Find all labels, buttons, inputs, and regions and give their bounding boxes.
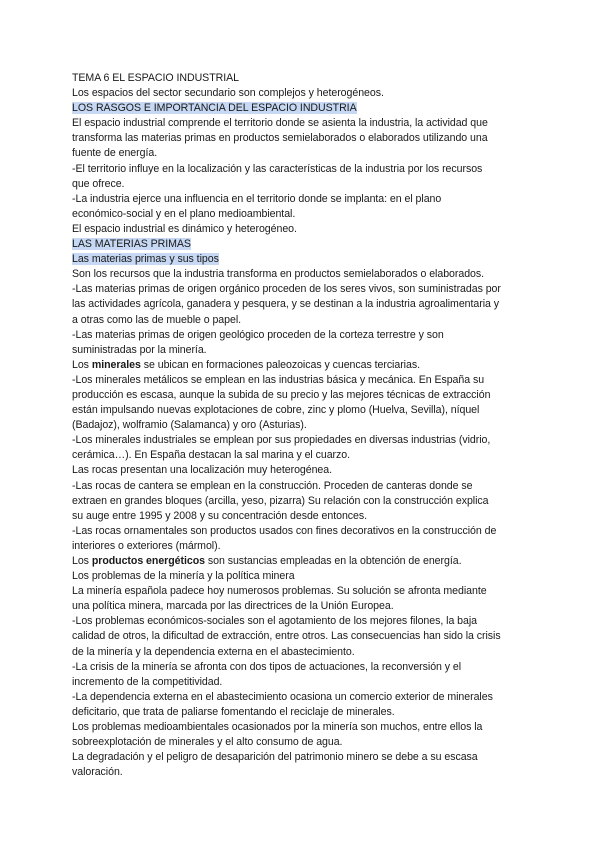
text-line: [72, 539, 520, 554]
text-line: [72, 86, 520, 101]
text-line: [72, 569, 520, 584]
line-text: cerámica…). En España destacan la sal marina y el cuarzo.: [72, 449, 351, 462]
line-text: Las rocas presentan una localización muy heterogénea.: [72, 464, 333, 477]
line-text: su auge entre 1995 y 2008 y su concentración desde entonces.: [72, 509, 368, 522]
text-line: [72, 645, 520, 660]
line-text: suministradas por la minería.: [72, 343, 207, 356]
text-line: [72, 479, 520, 494]
line-text: -La dependencia externa en el abastecimiento ocasiona un comercio exterior de minerales: [72, 690, 493, 703]
text-line: [72, 629, 520, 644]
line-text: incremento de la competitividad.: [72, 675, 223, 688]
line-text: La minería española padece hoy numerosos problemas. Su solución se afronta mediante: [72, 585, 487, 598]
line-text: -Los minerales metálicos se emplean en las industrias básica y mecánica. En España su: [72, 373, 485, 386]
line-text-post: son sustancias empleadas en la obtención de energía.: [204, 555, 462, 567]
line-text: Los problemas de la minería y la política minera: [72, 570, 295, 583]
text-line: [72, 720, 520, 735]
text-line: [72, 584, 520, 599]
text-line: [72, 131, 520, 146]
text-line: [72, 660, 520, 675]
line-text-pre: Los: [72, 555, 92, 567]
line-text: extraen en grandes bloques (arcilla, yeso, pizarra) Su relación con la construcción explica: [72, 494, 489, 507]
section-heading: [72, 252, 520, 267]
text-line: [72, 116, 520, 131]
text-line: [72, 750, 520, 765]
line-text: -Las rocas ornamentales son productos usados con fines decorativos en la construcción de: [72, 524, 497, 537]
text-line: [72, 267, 520, 282]
line-text: La degradación y el peligro de desaparición del patrimonio minero se debe a su escasa: [72, 751, 478, 764]
text-line: [72, 494, 520, 509]
text-line: [72, 765, 520, 780]
line-text: El espacio industrial es dinámico y heterogéneo.: [72, 222, 297, 235]
text-line: [72, 358, 520, 373]
line-text: -Las materias primas de origen geológico proceden de la corteza terrestre y son: [72, 328, 444, 341]
line-text: (Badajoz), wolframio (Salamanca) y oro (Asturias).: [72, 419, 307, 432]
text-line: [72, 675, 520, 690]
line-text: Los problemas medioambientales ocasionados por la minería son muchos, entre ellos la: [72, 721, 483, 734]
text-line: [72, 192, 520, 207]
line-text: calidad de otros, la dificultad de extracción, entre otros. Las consecuencias han sido la crisis: [72, 630, 501, 643]
line-text: -La crisis de la minería se afronta con dos tipos de actuaciones, la reconversión y el: [72, 660, 462, 673]
line-text: que ofrece.: [72, 177, 125, 190]
line-text: Los espacios del sector secundario son complejos y heterogéneos.: [72, 87, 384, 100]
text-line: [72, 554, 520, 569]
line-text: producción es escasa, aunque la subida de su precio y las mejores técnicas de extracción: [72, 388, 491, 401]
text-line: [72, 735, 520, 750]
line-text: sobreexplotación de minerales y el alto consumo de agua.: [72, 736, 343, 749]
line-text: una política minera, marcada por las directrices de la Unión Europea.: [72, 600, 394, 613]
text-line: [72, 297, 520, 312]
text-line: [72, 705, 520, 720]
line-text: valoración.: [72, 766, 123, 779]
line-text: a otras como las de mueble o papel.: [72, 313, 242, 326]
text-line: [72, 524, 520, 539]
text-line: [72, 207, 520, 222]
line-text: -Los minerales industriales se emplean por sus propiedades en diversas industrias (vidrio,: [72, 434, 491, 447]
line-text: Las materias primas y sus tipos: [72, 253, 219, 266]
text-line: [72, 418, 520, 433]
line-text: TEMA 6 EL ESPACIO INDUSTRIAL: [72, 72, 239, 84]
line-text: -La industria ejerce una influencia en el territorio donde se implanta: en el plano: [72, 192, 442, 205]
text-line: [72, 162, 520, 177]
line-text: de la minería y la dependencia externa en el abastecimiento.: [72, 645, 355, 658]
line-text: El espacio industrial comprende el territorio donde se asienta la industria, la actividad que: [72, 117, 488, 130]
text-line: [72, 177, 520, 192]
line-text: las actividades agrícola, ganadera y pesquera, y se destinan a la industria agroalimentaria y: [72, 298, 500, 311]
line-text: -Las materias primas de origen orgánico proceden de los seres vivos, son suministradas por: [72, 283, 501, 296]
text-line: [72, 463, 520, 478]
text-line: [72, 282, 520, 297]
text-line: [72, 448, 520, 463]
text-line: [72, 313, 520, 328]
text-line: [72, 71, 520, 86]
bold-term: productos energéticos: [91, 555, 205, 567]
line-text: -El territorio influye en la localización y las características de la industria por los recursos: [72, 162, 483, 175]
line-text: Son los recursos que la industria transforma en productos semielaborados o elaborados.: [72, 268, 485, 281]
line-text: están impulsando nuevas explotaciones de cobre, zinc y plomo (Huelva, Sevilla), níquel: [72, 404, 480, 417]
text-line: [72, 599, 520, 614]
text-line: [72, 509, 520, 524]
line-text: -Los problemas económicos-sociales son el agotamiento de los mejores filones, la baja: [72, 615, 478, 628]
section-heading: [72, 101, 520, 116]
text-line: [72, 433, 520, 448]
line-text-post: se ubican en formaciones paleozoicas y cuencas terciarias.: [140, 358, 420, 371]
line-text: LAS MATERIAS PRIMAS: [72, 238, 191, 251]
line-text: transforma las materias primas en productos semielaborados o elaborados utilizando una: [72, 132, 488, 145]
line-text: fuente de energía.: [72, 147, 158, 160]
line-text: interiores o exteriores (mármol).: [72, 539, 221, 552]
line-text: económico-social y en el plano medioambiental.: [72, 207, 296, 220]
text-line: [72, 614, 520, 629]
line-text-pre: Los: [72, 358, 92, 371]
text-line: [72, 146, 520, 161]
text-line: [72, 388, 520, 403]
line-text: -Las rocas de cantera se emplean en la construcción. Proceden de canteras donde se: [72, 479, 473, 492]
text-line: [72, 403, 520, 418]
text-line: [72, 328, 520, 343]
text-line: [72, 222, 520, 237]
line-text: deficitario, que trata de paliarse fomentando el reciclaje de minerales.: [72, 705, 395, 718]
text-line: [72, 690, 520, 705]
text-line: [72, 343, 520, 358]
section-heading: [72, 237, 520, 252]
text-line: [72, 373, 520, 388]
bold-term: minerales: [91, 358, 141, 371]
line-text: LOS RASGOS E IMPORTANCIA DEL ESPACIO INDUSTRIA: [72, 102, 357, 115]
